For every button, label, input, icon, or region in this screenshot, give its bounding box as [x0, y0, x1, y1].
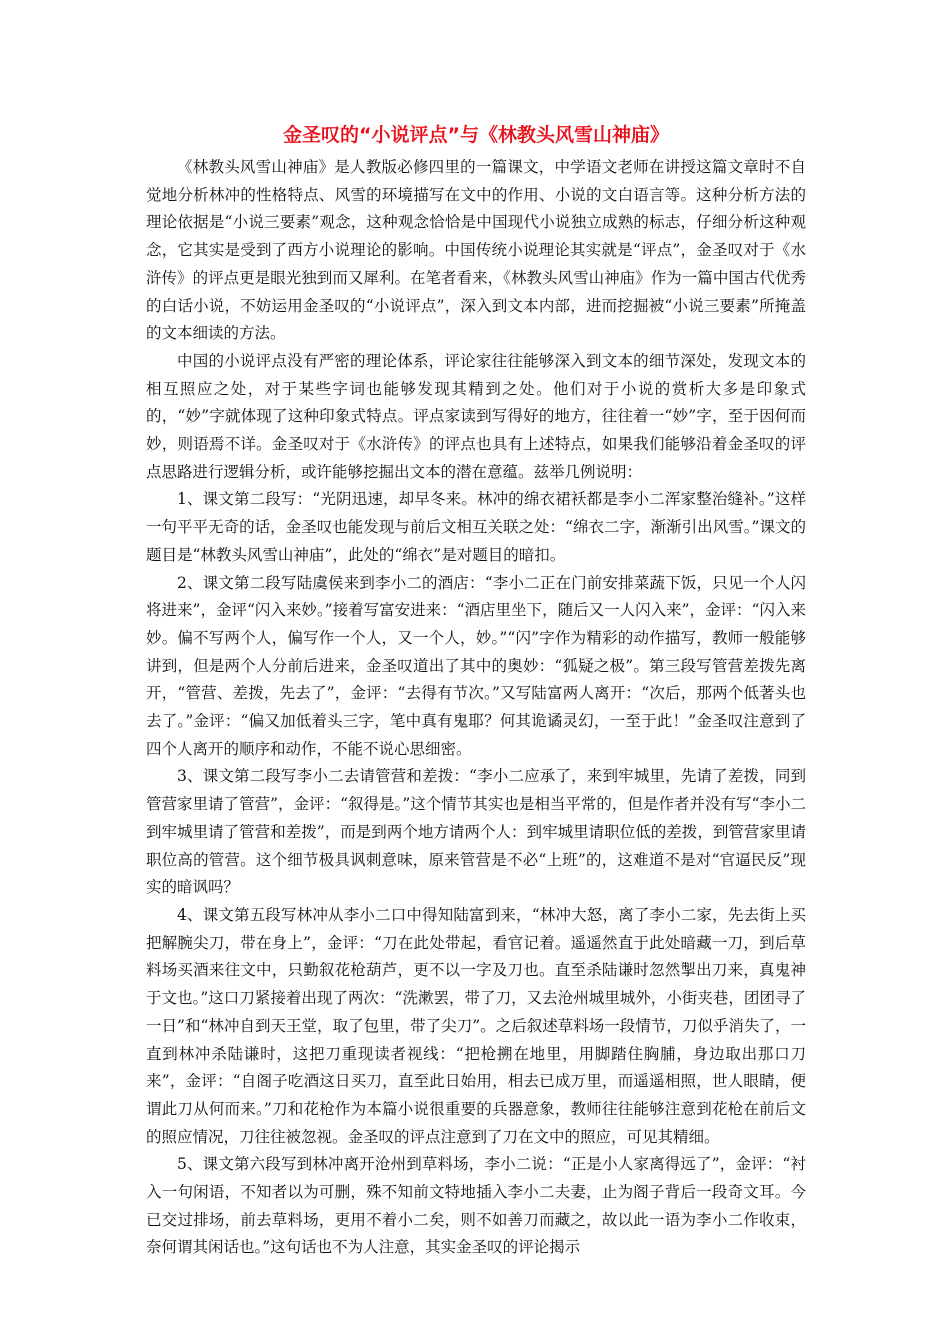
paragraph-example-4: 4、课文第五段写林冲从李小二口中得知陆富到来，“林冲大怒，离了李小二家，先去街上买把解腕尖刀，带在身上”，金评：“刀在此处带起，看官记着。遥遥然直于此处暗藏一刀，到后草料场买酒来往文中，只勤叙花枪葫芦，更不以一字及刀也。直至杀陆谦时忽然掣出刀来，真鬼神于文也。”这口刀紧接着出现了两次：“洗漱罢，带了刀，又去沧州城里城外，小街夹巷，团团寻了一日”和“林冲自到天王堂，取了包里，带了尖刀”。之后叙述草料场一段情节，刀似乎消失了，一直到林冲杀陆谦时，这把刀重现读者视线：“把枪搠在地里，用脚踏住胸脯，身边取出那口刀来”，金评：“自阁子吃酒这日买刀，直至此日始用，相去已成万里，而遥遥相照，世人眼睛，便谓此刀从何而来。”刀和花枪作为本篇小说很重要的兵器意象，教师往往能够注意到花枪在前后文的照应情况，刀往往被忽视。金圣叹的评点注意到了刀在文中的照应，可见其精细。 — [146, 905, 806, 1146]
paragraph-example-5: 5、课文第六段写到林冲离开沧州到草料场，李小二说：“正是小人家离得远了”，金评：“衬入一句闲语，不知者以为可删，殊不知前文特地插入李小二夫妻，止为阁子背后一段奇文耳。今已交过排场，前去草料场，更用不着小二矣，则不如善刀而藏之，故以此一语为李小二作收束，奈何谓其闲话也。”这句话也不为人注意，其实金圣叹的评论揭示 — [146, 1155, 806, 1257]
document-title: 金圣叹的“小说评点”与《林教头风雪山神庙》 — [283, 124, 669, 146]
document-body — [146, 122, 806, 1262]
paragraph-example-1: 1、课文第二段写：“光阴迅速，却早冬来。林冲的绵衣裙袄都是李小二浑家整治缝补。”这样一句平平无奇的话，金圣叹也能发现与前后文相互关联之处：“绵衣二字，渐渐引出风雪。”课文的题目是“林教头风雪山神庙”，此处的“绵衣”是对题目的暗扣。 — [146, 490, 806, 564]
paragraph-intro: 《林教头风雪山神庙》是人教版必修四里的一篇课文，中学语文老师在讲授这篇文章时不自觉地分析林冲的性格特点、风雪的环境描写在文中的作用、小说的文白语言等。这种分析方法的理论依据是“小说三要素”观念，这种观念恰恰是中国现代小说独立成熟的标志，仔细分析这种观念，它其实是受到了西方小说理论的影响。中国传统小说理论其实就是“评点”，金圣叹对于《水浒传》的评点更是眼光独到而又犀利。在笔者看来，《林教头风雪山神庙》作为一篇中国古代优秀的白话小说，不妨运用金圣叹的“小说评点”，深入到文本内部，进而挖掘被“小说三要素”所掩盖的文本细读的方法。 — [146, 158, 806, 343]
paragraph-example-2: 2、课文第二段写陆虞侯来到李小二的酒店：“李小二正在门前安排菜蔬下饭，只见一个人闪将进来”，金评“闪入来妙。”接着写富安进来：“酒店里坐下，随后又一人闪入来”，金评：“闪入来妙。偏不写两个人，偏写作一个人，又一个人，妙。”“闪”字作为精彩的动作描写，教师一般能够讲到，但是两个人分前后进来，金圣叹道出了其中的奥妙：“狐疑之极”。第三段写管营差拨先离开，“管营、差拨，先去了”，金评：“去得有节次。”又写陆富两人离开：“次后，那两个低著头也去了。”金评：“偏又加低着头三字，笔中真有鬼耶？何其诡谲灵幻，一至于此！”金圣叹注意到了四个人离开的顺序和动作，不能不说心思细密。 — [146, 573, 806, 758]
paragraph-background: 中国的小说评点没有严密的理论体系，评论家往往能够深入到文本的细节深处，发现文本的相互照应之处，对于某些字词也能够发现其精到之处。他们对于小说的赏析大多是印象式的，“妙”字就体现了这种印象式特点。评点家读到写得好的地方，往往着一“妙”字，至于因何而妙，则语焉不详。金圣叹对于《水浒传》的评点也具有上述特点，如果我们能够沿着金圣叹的评点思路进行逻辑分析，或许能够挖掘出文本的潜在意蕴。兹举几例说明： — [146, 351, 806, 481]
paragraph-example-3: 3、课文第二段写李小二去请管营和差拨：“李小二应承了，来到牢城里，先请了差拨，同到管营家里请了管营”，金评：“叙得是。”这个情节其实也是相当平常的，但是作者并没有写“李小二到牢城里请了管营和差拨”，而是到两个地方请两个人：到牢城里请职位低的差拨，到管营家里请职位高的管营。这个细节极具讽刺意味，原来管营是不必“上班”的，这难道不是对“官逼民反”现实的暗讽吗？ — [146, 767, 806, 897]
